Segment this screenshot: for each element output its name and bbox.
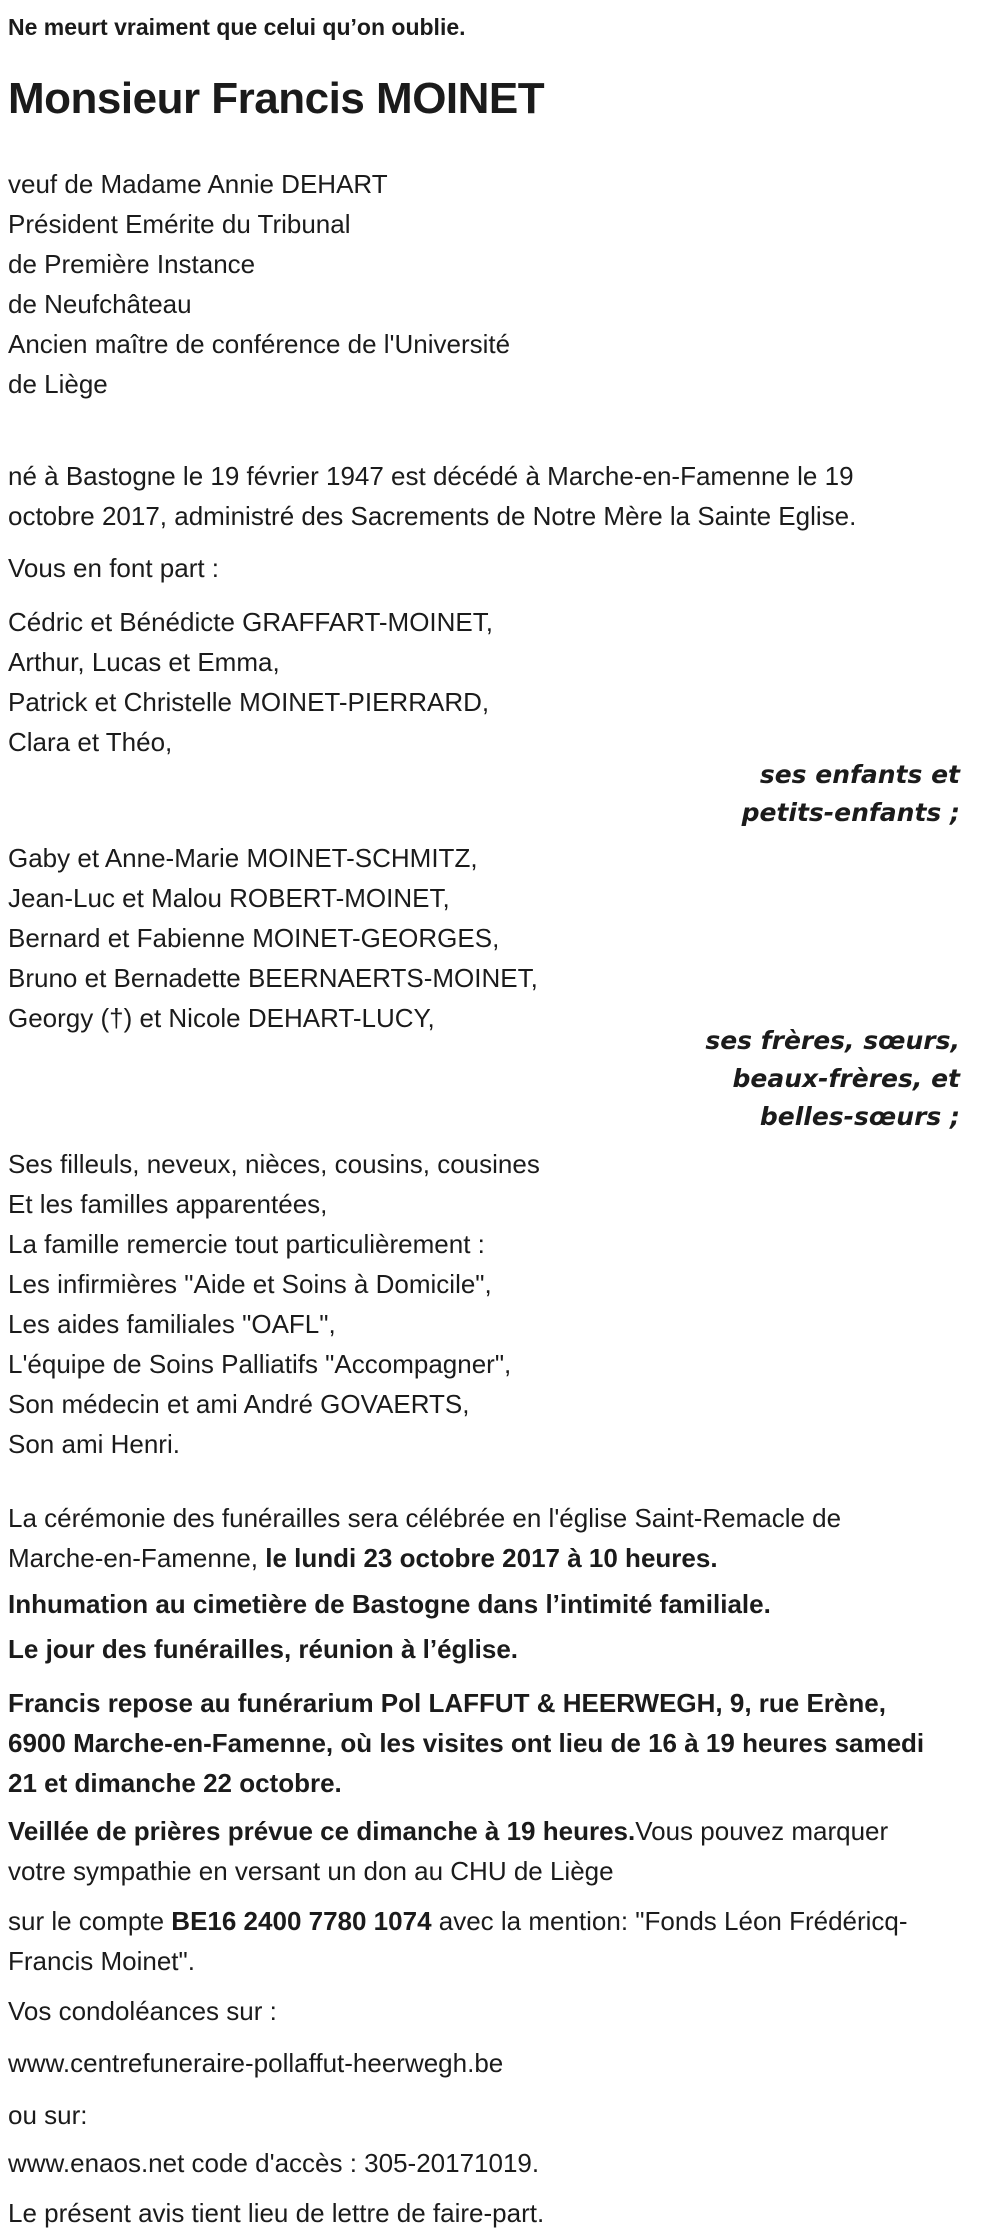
thanks-line: Son ami Henri. — [8, 1429, 180, 1459]
deceased-name-title: Monsieur Francis MOINET — [8, 74, 545, 123]
birth-death-notice: né à Bastogne le 19 février 1947 est décédé à Marche-en-Famenne le 19 octobre 2017, administré des Sacrements de Notre Mère la Sainte Eglise. — [8, 461, 857, 531]
detail-line: veuf de Madame Annie DEHART — [8, 169, 388, 199]
family-thanks-list — [8, 1144, 960, 1464]
children-list — [8, 602, 960, 762]
vigil-donation-text: Vous pouvez marquer votre sympathie en versant un don au CHU de Liège — [8, 1816, 889, 1886]
siblings-line: Gaby et Anne-Marie MOINET-SCHMITZ, — [8, 843, 478, 873]
thanks-line: Son médecin et ami André GOVAERTS, — [8, 1389, 470, 1419]
detail-line: de Première Instance — [8, 249, 256, 279]
burial-info: Inhumation au cimetière de Bastogne dans l’intimité familiale. — [8, 1589, 771, 1619]
thanks-line: Et les familles apparentées, — [8, 1189, 328, 1219]
bank-account-number: BE16 2400 7780 1074 — [171, 1906, 432, 1936]
donation-suffix: avec la mention: "Fonds Léon Frédéricq-Francis Moinet". — [8, 1906, 908, 1976]
children-relation — [8, 756, 960, 832]
ceremony-info — [8, 1498, 928, 1578]
siblings-relation — [8, 1022, 960, 1136]
announcement-intro: Vous en font part : — [8, 553, 220, 583]
detail-line: de Liège — [8, 369, 108, 399]
vigil-info — [8, 1811, 928, 1891]
funerarium-info: Francis repose au funérarium Pol LAFFUT & HEERWEGH, 9, rue Erène, 6900 Marche-en-Famenne, où les visites ont lieu de 16 à 19 heures samedi 21 et dimanche 22 octobre. — [8, 1688, 925, 1798]
ceremony-date-time: le lundi 23 octobre 2017 à 10 heures. — [265, 1543, 718, 1573]
relation-line: ses enfants et — [759, 760, 960, 789]
siblings-line: Jean-Luc et Malou ROBERT-MOINET, — [8, 883, 450, 913]
thanks-line: Les infirmières "Aide et Soins à Domicile", — [8, 1269, 492, 1299]
siblings-line: Bruno et Bernadette BEERNAERTS-MOINET, — [8, 963, 538, 993]
relation-line: beaux-frères, et — [732, 1064, 960, 1093]
children-line: Arthur, Lucas et Emma, — [8, 647, 280, 677]
relation-line: belles-sœurs ; — [759, 1102, 960, 1131]
vigil-date-time: Veillée de prières prévue ce dimanche à 19 heures. — [8, 1816, 636, 1846]
website-funeral-home: www.centrefuneraire-pollaffut-heerwegh.be — [8, 2048, 504, 2078]
siblings-line: Georgy (†) et Nicole DEHART-LUCY, — [8, 1003, 435, 1033]
donation-prefix: sur le compte — [8, 1906, 172, 1936]
thanks-line: L'équipe de Soins Palliatifs "Accompagner", — [8, 1349, 512, 1379]
closing-note: Le présent avis tient lieu de lettre de faire-part. — [8, 2198, 545, 2228]
epigraph: Ne meurt vraiment que celui qu’on oublie. — [8, 14, 466, 40]
thanks-line: Les aides familiales "OAFL", — [8, 1309, 336, 1339]
website-enaos: www.enaos.net code d'accès : 305-20171019. — [8, 2148, 540, 2178]
detail-line: Président Emérite du Tribunal — [8, 209, 351, 239]
thanks-line: La famille remercie tout particulièrement : — [8, 1229, 485, 1259]
donation-account-info — [8, 1901, 928, 1981]
siblings-line: Bernard et Fabienne MOINET-GEORGES, — [8, 923, 500, 953]
detail-line: de Neufchâteau — [8, 289, 192, 319]
deceased-details — [8, 164, 960, 404]
children-line: Patrick et Christelle MOINET-PIERRARD, — [8, 687, 490, 717]
ceremony-text: La cérémonie des funérailles sera célébrée en l'église Saint-Remacle de Marche-en-Famenne, — [8, 1503, 842, 1573]
relation-line: ses frères, sœurs, — [705, 1026, 960, 1055]
or-label: ou sur: — [8, 2100, 88, 2130]
children-line: Cédric et Bénédicte GRAFFART-MOINET, — [8, 607, 493, 637]
condolences-label: Vos condoléances sur : — [8, 1996, 277, 2026]
children-line: Clara et Théo, — [8, 727, 173, 757]
detail-line: Ancien maître de conférence de l'Université — [8, 329, 511, 359]
siblings-list — [8, 838, 960, 1038]
thanks-line: Ses filleuls, neveux, nièces, cousins, cousines — [8, 1149, 540, 1179]
gathering-info: Le jour des funérailles, réunion à l’église. — [8, 1634, 519, 1664]
relation-line: petits-enfants ; — [741, 798, 960, 827]
